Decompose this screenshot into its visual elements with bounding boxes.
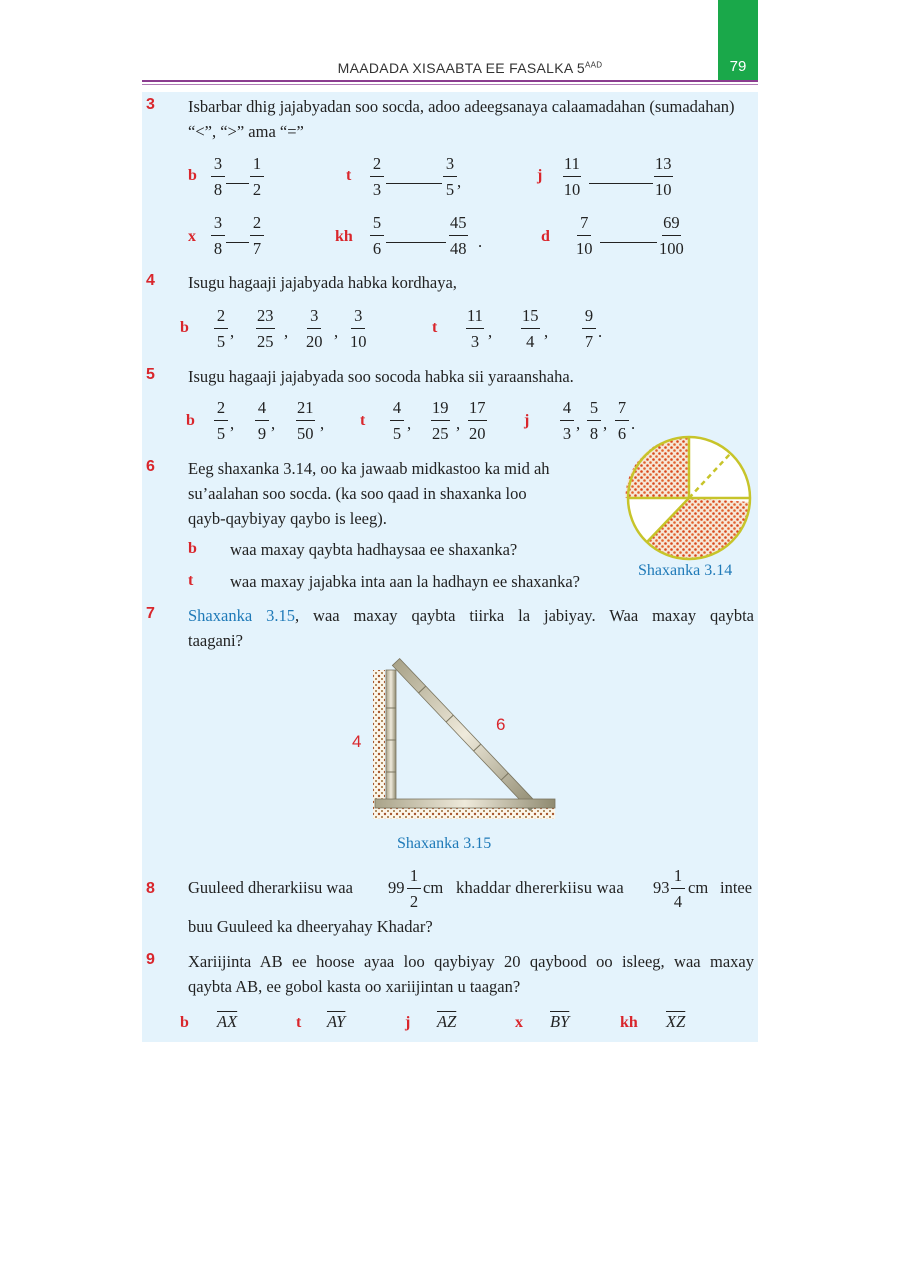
q7-number: 7	[146, 605, 155, 622]
q9-number: 9	[146, 951, 155, 968]
comma: ,	[488, 322, 493, 341]
comma: ,	[407, 414, 412, 433]
page-number: 79	[729, 58, 747, 75]
segment-XZ: $\overline{XZ}$	[666, 1012, 686, 1031]
q3-kh-period: .	[478, 232, 483, 251]
q6-line2: su’aalahan soo socda. (ka soo qaad in shaxanka loo	[188, 484, 527, 503]
period: .	[631, 414, 636, 433]
q3-t-blank	[386, 183, 442, 184]
q5-j-frac-2: 5 8	[587, 398, 601, 444]
broken-pole	[392, 659, 537, 811]
q3-d-blank	[600, 242, 657, 243]
q4-t-label: t	[432, 319, 438, 336]
q8-line2: buu Guuleed ka dheeryahay Khadar?	[188, 917, 433, 936]
q3-b-blank	[226, 183, 249, 184]
q8-unit-2: cm	[688, 878, 709, 897]
figure-ref: Shaxanka 3.15	[188, 606, 295, 625]
q6-b-label: b	[188, 540, 197, 557]
header-rule-thin	[142, 84, 758, 85]
q5-t-frac-2: 19 25	[432, 398, 449, 443]
standing-pole	[386, 670, 396, 802]
q9-line2: qaybta AB, ee gobol kasta oo xariijintan u taagan?	[188, 977, 521, 996]
q9-kh-label: kh	[620, 1014, 638, 1031]
q4-b-frac-1: 2 5	[214, 306, 228, 352]
q4-b-frac-3: 3 20	[306, 306, 323, 351]
q3-x-label: x	[188, 228, 196, 245]
q6-line1: Eeg shaxanka 3.14, oo ka jawaab midkastoo ka mid ah	[188, 459, 550, 478]
figure-3-14-caption: Shaxanka 3.14	[638, 562, 733, 579]
q4-t-frac-1: 11 3	[467, 306, 483, 351]
q3-d-frac-a: 7 10	[576, 213, 593, 258]
q3-j-blank	[589, 183, 653, 184]
q3-d-label: d	[541, 228, 550, 245]
q4-number: 4	[146, 272, 155, 289]
q6-t-text: waa maxay jajabka inta aan la hadhayn ee shaxanka?	[230, 572, 580, 591]
q3-d-frac-b: 69 100	[659, 213, 684, 258]
comma: ,	[603, 414, 608, 433]
q9-x-label: x	[515, 1014, 523, 1031]
q6-b-text: waa maxay qaybta hadhaysaa ee shaxanka?	[230, 540, 518, 559]
q4-b-label: b	[180, 319, 189, 336]
q8-whole-2: 93	[653, 878, 670, 897]
q3-kh-blank	[386, 242, 446, 243]
q9-j-label: j	[405, 1014, 411, 1031]
comma: ,	[230, 322, 235, 341]
q5-t-frac-1: 4 5	[390, 398, 404, 444]
q3-kh-frac-b: 45 48	[450, 213, 467, 258]
q9-line1: Xariijinta AB ee hoose ayaa loo qaybiyay 20 qaybood oo isleeg, waa maxay	[188, 952, 754, 971]
segment-AX: $\overline{AX}$	[217, 1012, 238, 1031]
q6-t-label: t	[188, 572, 194, 589]
q3-text: Isbarbar dhig jajabyadan soo socda, adoo adeegsanaya calaamadahan (sumadahan) “<”, “>” ama “=”	[188, 97, 735, 141]
q3-j-frac-b: 13 10	[655, 154, 672, 199]
comma: ,	[576, 414, 581, 433]
q4-b-frac-4: 3 10	[350, 306, 367, 351]
header-rule	[142, 80, 758, 82]
running-header: MAADADA XISAABTA EE FASALKA $5^{AAD}$	[337, 60, 603, 76]
q5-b-frac-3: 21 50	[297, 398, 314, 443]
q8-text-1: Guuleed dherarkiisu waa	[188, 878, 353, 897]
q4-t-frac-3: 9 7	[582, 306, 596, 352]
q3-j-label: j	[537, 167, 543, 184]
q9-t-label: t	[296, 1014, 302, 1031]
q5-j-frac-3: 7 6	[615, 398, 629, 444]
period: .	[598, 322, 603, 341]
q5-number: 5	[146, 366, 155, 383]
q4-b-frac-2: 23 25	[257, 306, 274, 351]
comma: ,	[284, 322, 289, 341]
q8-unit-1: cm	[423, 878, 444, 897]
q3-x-frac-b: 2 7	[250, 213, 264, 259]
segment-AY: $\overline{AY}$	[327, 1012, 346, 1031]
q5-t-frac-3: 17 20	[469, 398, 486, 443]
q7-line1: Shaxanka 3.15, waa maxay qaybta tiirka la jabiyay. Waa maxay qaybta	[188, 606, 754, 625]
q8-frac-1: 1 2	[407, 866, 421, 912]
broken-pole-figure	[365, 656, 565, 826]
q3-j-frac-a: 11 10	[563, 154, 581, 199]
comma: ,	[271, 414, 276, 433]
wall-texture	[373, 670, 385, 810]
q6-line3: qayb-qaybiyay qaybo is leeg).	[188, 509, 387, 528]
q3-x-frac-a: 3 8	[211, 213, 225, 259]
q8-frac-2: 1 4	[671, 866, 685, 912]
q3-t-label: t	[346, 167, 352, 184]
q3-t-comma: ,	[457, 172, 462, 191]
comma: ,	[334, 322, 339, 341]
q8-text-2: khaddar dhererkiisu waa	[456, 878, 624, 897]
q9-b-label: b	[180, 1014, 189, 1031]
q3-kh-frac-a: 5 6	[370, 213, 384, 259]
q5-b-frac-2: 4 9	[255, 398, 269, 444]
figure-3-15-caption: Shaxanka 3.15	[397, 835, 492, 852]
q5-j-label: j	[524, 412, 530, 429]
q3-t-frac-a: 2 3	[370, 154, 384, 200]
q3-number: 3	[146, 96, 155, 113]
q8-whole-1: 99	[388, 878, 405, 897]
shaded-circle-figure	[622, 434, 756, 564]
q4-text: Isugu hagaaji jajabyada habka kordhaya,	[188, 273, 457, 292]
comma: ,	[230, 414, 235, 433]
q3-b-frac-a: 3 8	[211, 154, 225, 200]
q3-t-frac-b: 3 5	[443, 154, 457, 200]
ground-bar	[375, 799, 555, 808]
comma: ,	[544, 322, 549, 341]
label-4: 4	[352, 732, 362, 751]
comma: ,	[456, 414, 461, 433]
q8-number: 8	[146, 880, 155, 897]
label-6: 6	[496, 715, 506, 734]
q3-kh-label: kh	[335, 228, 353, 245]
q3-x-blank	[226, 242, 249, 243]
q3-b-label: b	[188, 167, 197, 184]
q4-t-frac-2: 15 4	[522, 306, 539, 351]
q5-b-frac-1: 2 5	[214, 398, 228, 444]
q5-t-label: t	[360, 412, 366, 429]
comma: ,	[320, 414, 325, 433]
segment-BY: $\overline{BY}$	[550, 1012, 570, 1031]
q3-b-frac-b: 1 2	[250, 154, 264, 200]
q5-text: Isugu hagaaji jajabyada soo socoda habka sii yaraanshaha.	[188, 367, 574, 386]
q5-b-label: b	[186, 412, 195, 429]
q5-j-frac-1: 4 3	[560, 398, 574, 444]
q6-number: 6	[146, 458, 155, 475]
q8-text-3: intee	[720, 878, 753, 897]
segment-AZ: $\overline{AZ}$	[437, 1012, 457, 1031]
q7-line2: taagani?	[188, 631, 243, 650]
ground-texture	[373, 807, 555, 819]
